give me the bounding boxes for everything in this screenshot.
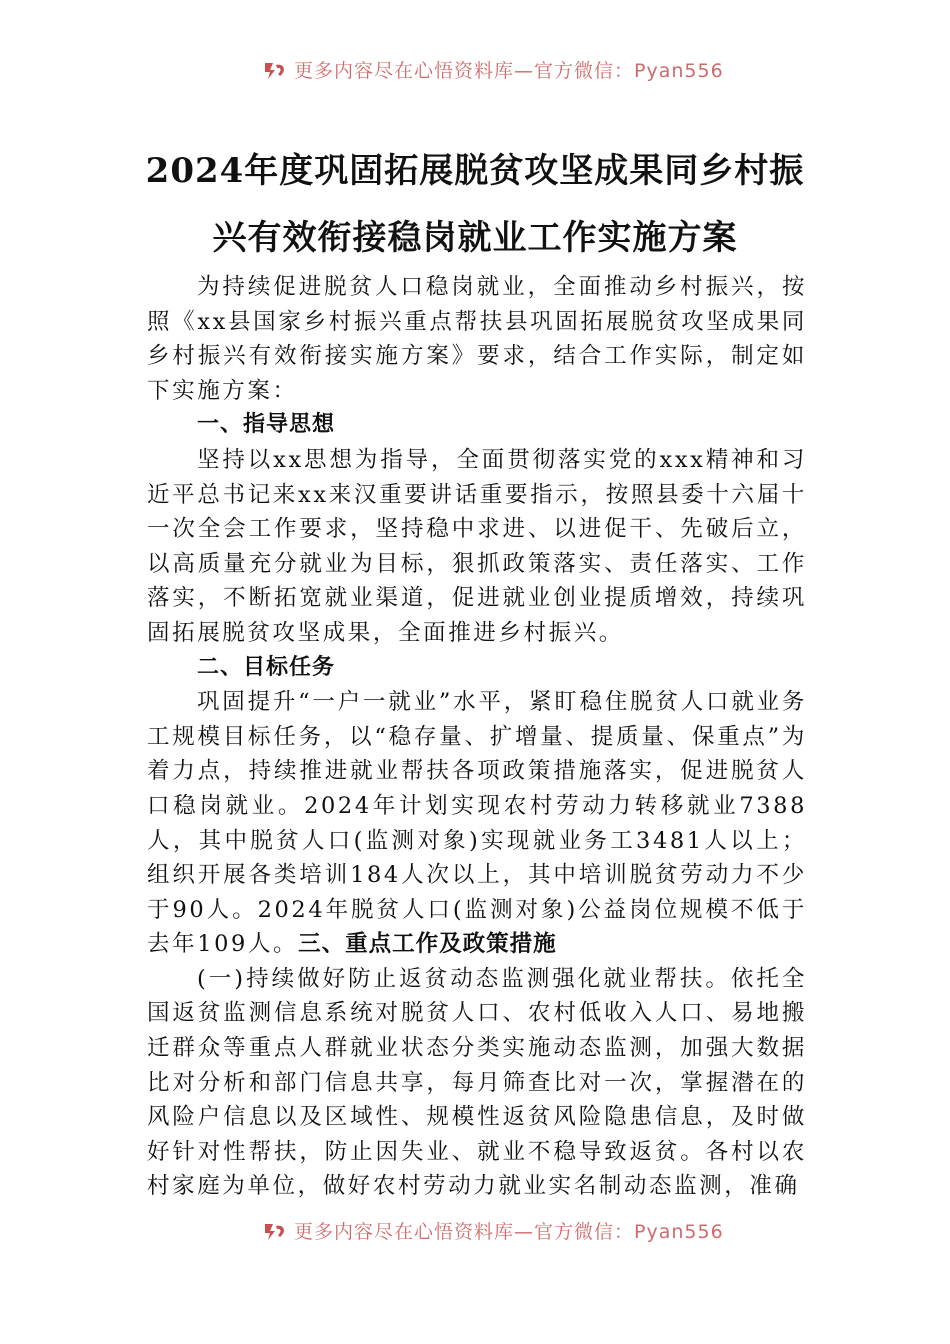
footer-watermark: [0, 1213, 950, 1243]
section-3-heading: 三、重点工作及政策措施: [298, 931, 557, 958]
intro-paragraph: 为持续促进脱贫人口稳岗就业，全面推动乡村振兴，按照《xx县国家乡村振兴重点帮扶县巩固拓展脱贫攻坚成果同乡村振兴有效衔接实施方案》要求，结合工作实际，制定如下实施方案：: [147, 274, 807, 404]
section-1-heading: 一、指导思想: [197, 412, 336, 438]
section-2-paragraph: [147, 685, 807, 962]
logo-icon: [262, 1220, 288, 1242]
section-3-paragraph: (一)持续做好防止返贫动态监测强化就业帮扶。依托全国返贫监测信息系统对脱贫人口、农村低收入人口、易地搬迁群众等重点人群就业状态分类实施动态监测，加强大数据比对分析和部门信息共享，每月筛查比对一次，掌握潜在的风险户信息以及区域性、规模性返贫风险隐患信息，及时做好针对性帮扶，防止因失业、就业不稳导致返贫。各村以农村家庭为单位，做好农村劳动力就业实名制动态监测，准确: [147, 965, 807, 1200]
document-title-line-2: 兴有效衔接稳岗就业工作实施方案: [212, 218, 738, 258]
section-2-heading: 二、目标任务: [197, 654, 336, 680]
document-body: [147, 270, 807, 1204]
logo-icon: [262, 59, 288, 81]
section-2-text: 巩固提升“一户一就业”水平，紧盯稳住脱贫人口就业务工规模目标任务，以“稳存量、扩增量、提质量、保重点”为着力点，持续推进就业帮扶各项政策措施落实，促进脱贫人口稳岗就业。2024年计划实现农村劳动力转移就业7388人，其中脱贫人口(监测对象)实现就业务工3481人以上；组织开展各类培训184人次以上，其中培训脱贫劳动力不少于90人。2024年脱贫人口(监测对象)公益岗位规模不低于去年109人。: [147, 689, 807, 958]
section-1-paragraph: 坚持以xx思想为指导，全面贯彻落实党的xxx精神和习近平总书记来xx来汉重要讲话重要指示，按照县委十六届十一次全会工作要求，坚持稳中求进、以进促干、先破后立，以高质量充分就业为目标，狠抓政策落实、责任落实、工作落实，不断拓宽就业渠道，促进就业创业提质增效，持续巩固拓展脱贫攻坚成果，全面推进乡村振兴。: [147, 446, 807, 646]
header-watermark: [0, 52, 950, 82]
watermark-text: 更多内容尽在心悟资料库—官方微信：Pyan556: [294, 1221, 724, 1243]
watermark-text: 更多内容尽在心悟资料库—官方微信：Pyan556: [294, 60, 724, 82]
document-title-line-1: 2024年度巩固拓展脱贫攻坚成果同乡村振: [145, 151, 805, 191]
